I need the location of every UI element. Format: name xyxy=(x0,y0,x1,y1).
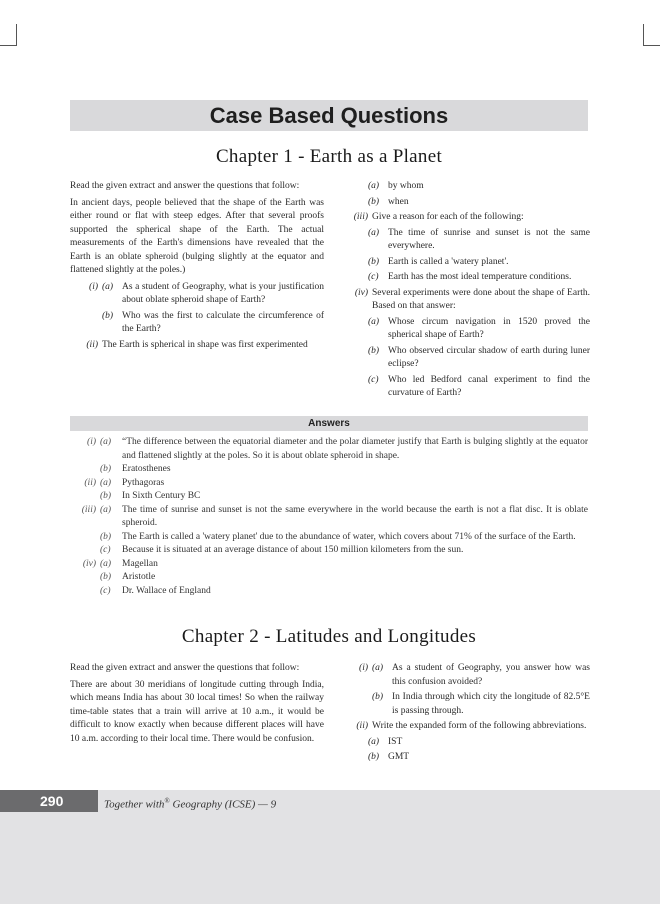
answer-alpha-label: (a) xyxy=(100,558,112,569)
answer-text: Magellan xyxy=(122,558,158,569)
banner-title: Case Based Questions xyxy=(209,103,449,128)
crop-mark-top-right-v xyxy=(643,24,644,46)
answer-alpha-label: (c) xyxy=(100,585,111,596)
page-number: 290 xyxy=(40,793,64,809)
answer-alpha-label: (b) xyxy=(100,491,112,501)
chapter-1-right-column xyxy=(340,180,590,403)
ch1-q4c: (c) Who led Bedford canal experiment to find the curvature of Earth? xyxy=(368,374,590,398)
answer-roman-label: (i) xyxy=(87,437,96,447)
chapter-2-passage: There are about 30 meridians of longitude cutting through India, which means India has about 30 local times! So when the railway time-table states that a train will arrive at 10 a.m., it would be difficult to know exactly when because different places will have 10 a.m. according to their local time. There would be confusion. xyxy=(70,679,324,744)
ch2-q2b: (b) GMT xyxy=(368,752,410,762)
footer-book-title xyxy=(104,790,276,816)
ch2-q2: (ii) Write the expanded form of the following abbreviations. xyxy=(356,721,587,731)
answer-text: Aristotle xyxy=(122,572,156,582)
answer-row xyxy=(70,490,588,504)
footer-book: Geography (ICSE) — 9 xyxy=(169,798,277,811)
answer-text: The Earth is called a 'watery planet' due to the abundance of water, which covers about 71% of the surface of the Earth. xyxy=(122,531,576,542)
answer-alpha-label: (a) xyxy=(100,437,112,447)
answer-row xyxy=(70,544,588,558)
answer-row xyxy=(70,571,588,585)
answer-alpha-label: (b) xyxy=(100,572,112,582)
ch1-q1a: (i) (a) As a student of Geography, what is your justification about oblate spheroid shape of Earth? xyxy=(89,281,324,305)
answer-text: Pythagoras xyxy=(122,477,165,488)
chapter-2-title: Chapter 2 - Latitudes and Longitudes xyxy=(181,626,477,647)
answer-alpha-label: (b) xyxy=(100,531,112,542)
ch2-q1a: (i) (a) As a student of Geography, you answer how was this confusion avoided? xyxy=(359,663,590,687)
answer-roman-label xyxy=(70,463,100,477)
answer-roman-label: (iii) xyxy=(81,504,96,515)
case-based-banner xyxy=(70,100,588,131)
ch1-q3c: (c) Earth has the most ideal temperature conditions. xyxy=(368,272,572,282)
answer-row xyxy=(70,585,588,599)
page-number-tab xyxy=(0,790,98,812)
answer-roman-label xyxy=(70,571,100,585)
answer-alpha-label: (a) xyxy=(100,477,112,488)
footer-brand: Together with xyxy=(104,798,165,811)
crop-mark-top-left-h xyxy=(0,45,17,46)
ch1-q4a: (a) Whose circum navigation in 1520 proved the spherical shape of Earth? xyxy=(368,316,590,340)
answer-roman-label xyxy=(70,531,100,545)
chapter-2-right-column xyxy=(340,662,590,767)
chapter-2-intro: Read the given extract and answer the questions that follow: xyxy=(70,663,300,673)
ch1-q3b: (b) Earth is called a 'watery planet'. xyxy=(368,256,509,267)
ch1-q2: (ii) The Earth is spherical in shape was first experimented xyxy=(86,339,308,350)
answer-text: In Sixth Century BC xyxy=(122,491,201,501)
ch1-q3a: (a) The time of sunrise and sunset is not the same everywhere. xyxy=(368,227,590,251)
answer-roman-label xyxy=(70,490,100,504)
answer-roman-label: (iv) xyxy=(82,558,96,569)
crop-mark-top-left-v xyxy=(16,24,17,46)
answer-alpha-label: (a) xyxy=(100,504,112,515)
answer-roman-label xyxy=(70,585,100,599)
answer-row xyxy=(70,558,588,572)
crop-mark-top-right-h xyxy=(643,45,660,46)
answer-roman-label: (ii) xyxy=(84,477,96,488)
chapter-1-intro: Read the given extract and answer the questions that follow: xyxy=(70,181,300,191)
answer-text: Dr. Wallace of England xyxy=(122,585,211,596)
answer-text: The time of sunrise and sunset is not the same everywhere in the world because the earth is not a flat disc. It is oblate spheroid. xyxy=(122,504,588,528)
answer-alpha-label: (b) xyxy=(100,464,112,474)
answer-row xyxy=(70,463,588,477)
answers-list xyxy=(70,436,588,598)
answers-heading: Answers xyxy=(70,416,588,431)
ch1-q4: (iv) Several experiments were done about the shape of Earth. Based on that answer: xyxy=(354,287,590,311)
ch1-q3: (iii) Give a reason for each of the following: xyxy=(353,212,524,222)
answer-text: “The difference between the equatorial diameter and the polar diameter justify that Earth is bulging slightly at the equator and flattened slightly at the poles. So it is about oblate spheroid in shape. xyxy=(122,437,588,461)
answer-row xyxy=(70,504,588,531)
answer-text: Eratosthenes xyxy=(122,464,171,474)
ch2-q2a: (a) IST xyxy=(368,736,403,747)
answer-row xyxy=(70,436,588,463)
answer-row xyxy=(70,477,588,491)
ch2-q1b: (b) In India through which city the longitude of 82.5°E is passing through. xyxy=(372,692,590,716)
answer-roman-label xyxy=(70,544,100,558)
answer-text: Because it is situated at an average distance of about 150 million kilometers from the sun. xyxy=(122,545,464,555)
chapter-1-passage: In ancient days, people believed that the shape of the Earth was either round or flat with steep edges. After that several proofs supported the spherical shape of the Earth. The actual measurements of the Earth's dimensions have revealed that the Earth is an oblate spheroid (bulging slightly at the equator and flattened slightly at the poles.) xyxy=(70,197,324,275)
ch1-q4b: (b) Who observed circular shadow of earth during luner eclipse? xyxy=(368,345,590,369)
chapter-1-left-column xyxy=(70,180,324,354)
ch1-q2b: (b) when xyxy=(368,196,409,207)
registered-mark: ® xyxy=(164,797,170,805)
ch1-q1b: (b) Who was the first to calculate the circumference of the Earth? xyxy=(102,310,324,334)
footer-band xyxy=(0,790,660,904)
chapter-1-title: Chapter 1 - Earth as a Planet xyxy=(215,146,443,167)
answer-row xyxy=(70,531,588,545)
answer-alpha-label: (c) xyxy=(100,545,111,555)
chapter-2-left-column xyxy=(70,662,324,749)
ch1-q2a: (a) by whom xyxy=(368,181,424,191)
